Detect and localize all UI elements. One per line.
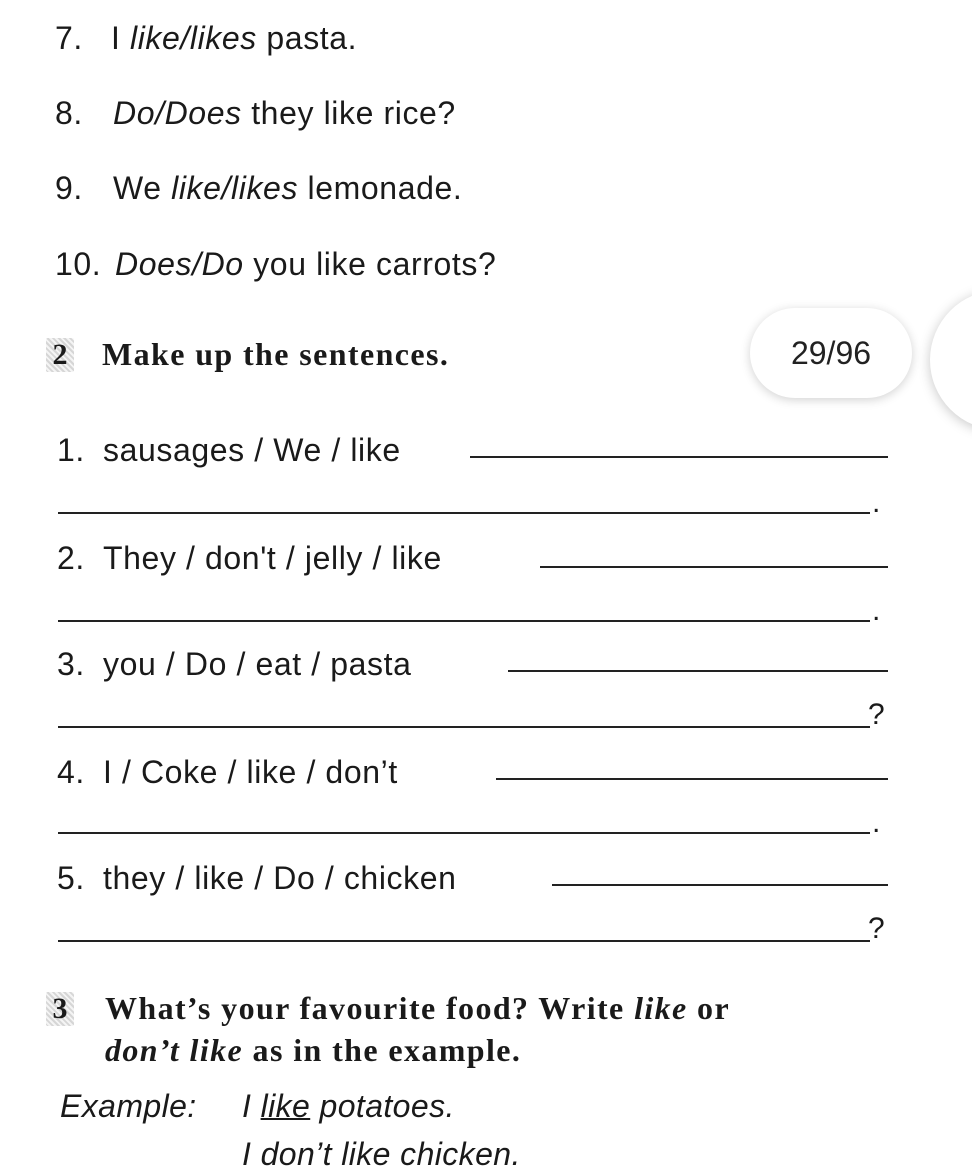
sentence-end-mark: . [872, 594, 881, 627]
item-prompt: they / like / Do / chicken [103, 860, 457, 896]
exercise-3-instruction-line-1 [105, 990, 730, 1027]
ex1-item-10 [55, 246, 496, 283]
ex2-item-2 [57, 540, 442, 577]
example-text: potatoes. [310, 1088, 455, 1124]
item-text-b: you like carrots? [243, 246, 497, 282]
item-number: 5. [57, 860, 85, 896]
exercise-3-number-badge: 3 [46, 992, 74, 1026]
item-choice: Does/Do [115, 246, 244, 282]
answer-line[interactable] [496, 778, 888, 780]
ex2-item-4 [57, 754, 398, 791]
item-number: 3. [57, 646, 85, 682]
example-text: I [242, 1088, 261, 1124]
item-prompt: you / Do / eat / pasta [103, 646, 412, 682]
sentence-end-mark: . [872, 486, 881, 519]
sentence-end-mark: . [872, 806, 881, 839]
item-choice: Do/Does [113, 95, 242, 131]
instruction-text: as in the example. [243, 1032, 522, 1068]
item-number: 1. [57, 432, 85, 468]
ex2-item-3 [57, 646, 411, 683]
floating-action-button[interactable] [930, 290, 972, 430]
item-number: 2. [57, 540, 85, 576]
ex1-item-8 [55, 95, 456, 132]
item-number: 10. [55, 246, 102, 282]
item-number: 4. [57, 754, 85, 790]
item-number: 7. [55, 20, 83, 56]
page-indicator[interactable]: 29/96 [750, 308, 912, 398]
answer-line[interactable] [508, 670, 888, 672]
answer-line[interactable] [58, 940, 870, 942]
item-choice: like/likes [129, 20, 257, 56]
item-number: 9. [55, 170, 83, 206]
item-text-b: lemonade. [298, 170, 463, 206]
example-underlined-word: like [260, 1088, 311, 1124]
answer-line[interactable] [58, 832, 870, 834]
answer-line[interactable] [552, 884, 888, 886]
item-choice: like/likes [171, 170, 299, 206]
item-number: 8. [55, 95, 83, 131]
example-label: Example: [60, 1088, 197, 1124]
exercise-2-number-badge: 2 [46, 338, 74, 372]
answer-line[interactable] [540, 566, 888, 568]
answer-line[interactable] [58, 726, 870, 728]
exercise-3-instruction-line-2 [105, 1032, 521, 1069]
answer-line[interactable] [58, 620, 870, 622]
answer-line[interactable] [58, 512, 870, 514]
sentence-end-mark: ? [868, 912, 885, 945]
example-sentence-2: I don’t like chicken. [242, 1136, 521, 1172]
instruction-text: What’s your favourite food? Write [105, 990, 635, 1026]
example-sentence-1 [242, 1088, 455, 1125]
item-text-b: they like rice? [241, 95, 456, 131]
answer-line[interactable] [470, 456, 888, 458]
item-prompt: sausages / We / like [103, 432, 401, 468]
exercise-2-title: Make up the sentences. [102, 336, 450, 372]
item-prompt: They / don't / jelly / like [103, 540, 442, 576]
ex2-item-1 [57, 432, 401, 469]
item-text-b: pasta. [256, 20, 358, 56]
instruction-text: or [687, 990, 731, 1026]
instruction-keyword: like [634, 990, 688, 1026]
ex1-item-7 [55, 20, 357, 57]
ex2-item-5 [57, 860, 457, 897]
item-prompt: I / Coke / like / don’t [103, 754, 398, 790]
sentence-end-mark: ? [868, 698, 885, 731]
instruction-keyword: don’t like [105, 1032, 244, 1068]
ex1-item-9 [55, 170, 462, 207]
item-text-a: We [113, 170, 172, 206]
item-text-a: I [111, 20, 130, 56]
